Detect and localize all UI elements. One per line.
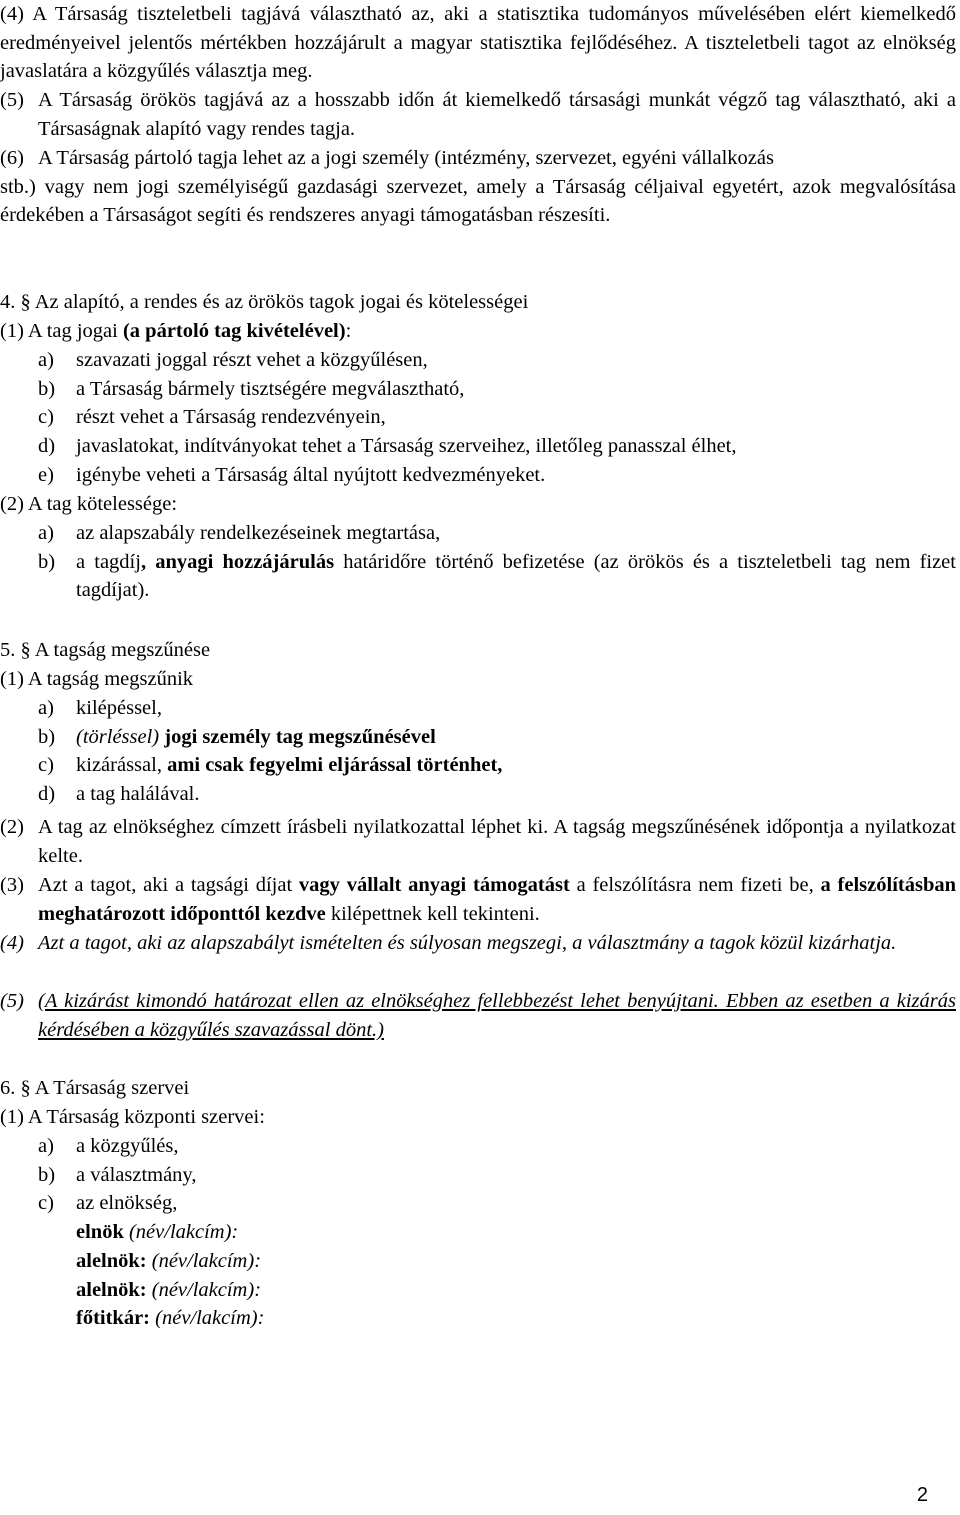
section-5-para-5: (5) (A kizárást kimondó határozat ellen az elnökséghez fellebbezést lehet benyújtani. Ebben az esetben a kizárás kérdésében a közgyűlés szavazással dönt.) — [0, 990, 956, 1041]
paragraph-6-text-rest: stb.) vagy nem jogi személyiségű gazdasági szervezet, amely a Társaság céljaival egyetért, azok megvalósítása érdekében a Társaságot segíti és rendszeres anyagi támogatásban részesíti. — [0, 175, 956, 227]
paragraph-6 — [0, 144, 956, 230]
officer-line: alelnök: (név/lakcím): — [76, 1278, 262, 1301]
officer-line: főtitkár: (név/lakcím): — [76, 1307, 265, 1330]
list-item: b) (törléssel) jogi személy tag megszűnésével — [38, 725, 436, 748]
officer-line: elnök (név/lakcím): — [76, 1221, 239, 1244]
list-item: b) a Társaság bármely tisztségére megválasztható, — [38, 377, 465, 400]
section-5-para-1: (1) A tagság megszűnik — [0, 668, 194, 690]
list-item: a) az alapszabály rendelkezéseinek megtartása, — [38, 522, 441, 544]
section-4-rights-list — [38, 346, 956, 490]
section-5-list — [38, 694, 956, 809]
section-5-para-3: (3) Azt a tagot, aki a tagsági díjat vagy vállalt anyagi támogatást a felszólításra nem fizeti be, a felszólításban meghatározott időponttól kezdve kilépettnek kell tekinteni. — [0, 874, 956, 925]
section-5-para-2: (2) A tag az elnökséghez címzett írásbeli nyilatkozattal léphet ki. A tagság megszűnésének időpontja a nyilatkozat kelte. — [0, 816, 956, 867]
paragraph-6-text-line1: A Társaság pártoló tagja lehet az a jogi személy (intézmény, szervezet, egyéni vállalkozás — [38, 147, 774, 169]
list-item: e) igénybe veheti a Társaság által nyújtott kedvezményeket. — [38, 463, 546, 486]
list-item: c) részt vehet a Társaság rendezvényein, — [38, 406, 386, 429]
section-6-list — [38, 1132, 956, 1333]
list-item: a) kilépéssel, — [38, 697, 162, 719]
list-item: d) a tag halálával. — [38, 783, 200, 806]
paragraph-6-number: (6) — [0, 147, 24, 169]
list-item: d) javaslatokat, indítványokat tehet a Társaság szerveihez, illetőleg panasszal élhet, — [38, 435, 737, 458]
officer-line: alelnök: (név/lakcím): — [76, 1249, 262, 1272]
section-4-title: 4. § Az alapító, a rendes és az örökös tagok jogai és kötelességei — [0, 291, 529, 313]
list-item: c) az elnökség, — [38, 1192, 178, 1215]
list-item: b) a tagdíj, anyagi hozzájárulás határidőre történő befizetése (az örökös és a tiszteletbeli tag nem fizet tagdíjat). — [38, 550, 956, 602]
section-4-para-2: (2) A tag kötelessége: — [0, 493, 178, 515]
section-6-para-1: (1) A Társaság központi szervei: — [0, 1106, 265, 1128]
paragraph-4: (4) A Társaság tiszteletbeli tagjává választható az, aki a statisztika tudományos művelésében elért kiemelkedő eredményeivel jelentős mértékben hozzájárult a magyar statisztika fejlődéséhez. A tiszteletbeli tagot az elnökség javaslatára a közgyűlés választja meg. — [0, 3, 956, 83]
list-item: a) a közgyűlés, — [38, 1135, 179, 1157]
section-6-title: 6. § A Társaság szervei — [0, 1077, 190, 1099]
section-4-para-1: (1) A tag jogai (a pártoló tag kivételével): — [0, 320, 352, 342]
section-5-para-4: (4) Azt a tagot, aki az alapszabályt ismételten és súlyosan megszegi, a választmány a tagok közül kizárhatja. — [0, 932, 897, 954]
section-4-para-1-bold: (a pártoló tag kivételével) — [122, 320, 346, 342]
section-5-title: 5. § A tagság megszűnése — [0, 639, 211, 661]
paragraph-5 — [0, 86, 956, 143]
list-item: c) kizárással, ami csak fegyelmi eljárással történhet, — [38, 754, 503, 777]
paragraph-5-number: (5) — [0, 89, 24, 111]
paragraph-5-text: A Társaság örökös tagjává az a hosszabb időn át kiemelkedő társasági munkát végző tag választható, aki a Társaságnak alapító vagy rendes tagja. — [38, 89, 956, 140]
list-item: a) szavazati joggal részt vehet a közgyűlésen, — [38, 349, 428, 371]
page-number: 2 — [916, 1484, 928, 1506]
section-4-duties-list — [38, 519, 956, 605]
list-item: b) a választmány, — [38, 1163, 197, 1186]
